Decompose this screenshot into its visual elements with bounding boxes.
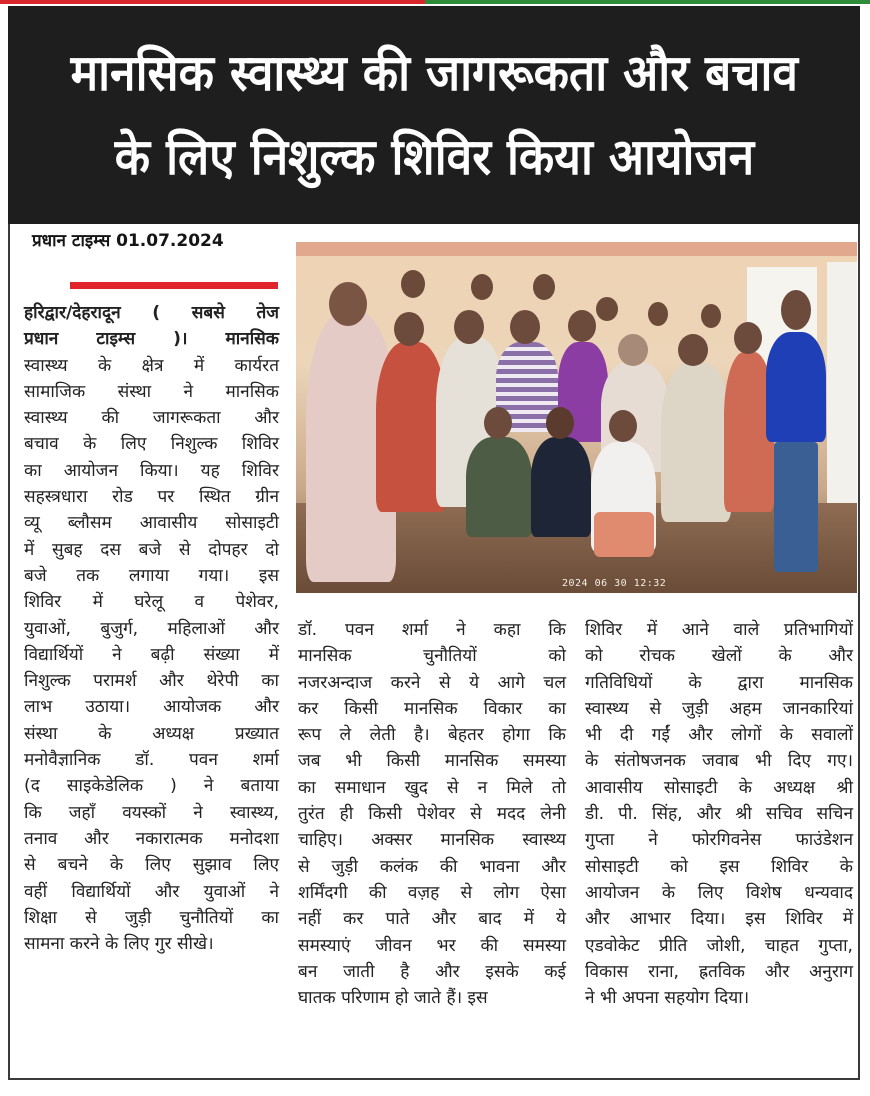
article-line: स्वास्थ्य के क्षेत्र में कार्यरत <box>24 355 279 376</box>
article-line: सहस्त्रधारा रोड पर स्थित ग्रीन <box>24 487 279 508</box>
article-line: बन जाती है और इसके कई <box>298 961 566 982</box>
article-line: तनाव और नकारात्मक मनोदशा <box>24 828 279 849</box>
article-line: भी दी गईं और लोगों के सवालों <box>585 725 853 746</box>
article-line: बजे तक लगाया गया। इस <box>24 565 279 586</box>
dateline: प्रधान टाइम्स 01.07.2024 <box>32 231 224 251</box>
article-line: से बचने के लिए सुझाव लिए <box>24 855 279 876</box>
article-line: नहीं कर पाते और बाद में ये <box>298 909 566 930</box>
person-navy-sweatshirt <box>531 437 591 537</box>
person-head <box>781 290 811 330</box>
photo-ceiling <box>296 242 857 256</box>
article-column-middle <box>298 617 566 1011</box>
article-line: को रोचक खेलों के और <box>585 646 853 667</box>
person-shawl <box>661 362 731 522</box>
article-line: मानसिक चुनौतियों को <box>298 646 566 667</box>
person-coral-pants <box>594 512 654 557</box>
article-column-left <box>24 300 279 957</box>
headline-line-1: मानसिक स्वास्थ्य की जागरूकता और बचाव <box>70 44 798 102</box>
article-line: कर किसी मानसिक विकार का <box>298 698 566 719</box>
article-line: सोसाइटी को इस शिविर के <box>585 856 853 877</box>
person-head <box>484 407 512 439</box>
person-head <box>648 302 668 326</box>
article-line: लाभ उठाया। आयोजक और <box>24 697 279 718</box>
red-accent-bar <box>70 282 278 289</box>
person-blue-tshirt <box>766 332 826 442</box>
article-line: युवाओं, बुजुर्ग, महिलाओं और <box>24 618 279 639</box>
article-line: डॉ. पवन शर्मा ने कहा कि <box>298 620 566 640</box>
article-line: सामना करने के लिए गुर सीखे। <box>24 934 214 955</box>
person-head <box>394 312 424 346</box>
article-line: विद्यार्थियों ने बढ़ी संख्या में <box>24 644 279 665</box>
article-line: एडवोकेट प्रीति जोशी, चाहत गुप्ता, <box>585 935 853 956</box>
person-head <box>533 274 555 300</box>
person-jeans <box>774 442 818 572</box>
article-line: शर्मिंदगी की वज़ह से लोग ऐसा <box>298 882 566 903</box>
person-head <box>510 310 540 344</box>
article-line: विकास राना, ह्रतविक और अनुराग <box>585 961 853 982</box>
article-line: गुप्ता ने फोरगिवनेस फाउंडेशन <box>585 830 853 851</box>
person-head <box>329 282 367 326</box>
article-line: नजरअन्दाज करने से ये आगे चल <box>298 672 566 693</box>
person-head <box>734 322 762 354</box>
article-line: स्वास्थ्य से जुड़ी अहम जानकारियां <box>585 698 853 719</box>
person-head <box>701 304 721 328</box>
article-line: का आयोजन किया। यह शिविर <box>24 460 279 481</box>
article-line: शिविर में आने वाले प्रतिभागियों <box>585 620 853 640</box>
article-line: हरिद्वार/देहरादून ( सबसे तेज <box>24 303 279 323</box>
person-head <box>401 270 425 298</box>
article-line: से जुड़ी कलंक की भावना और <box>298 856 566 877</box>
article-line: शिक्षा से जुड़ी चुनौतियों का <box>24 907 279 928</box>
article-line: तुरंत ही किसी पेशेवर से मदद लेनी <box>298 804 566 825</box>
article-line: सामाजिक संस्था ने मानसिक <box>24 381 279 402</box>
stripe-red <box>0 0 425 4</box>
article-line: चाहिए। अक्सर मानसिक स्वास्थ्य <box>298 830 566 851</box>
person-head <box>471 274 493 300</box>
article-line: आवासीय सोसाइटी के अध्यक्ष श्री <box>585 777 853 798</box>
person-head <box>609 410 637 442</box>
article-line: ने भी अपना सहयोग दिया। <box>585 988 750 1009</box>
person-head <box>618 334 648 366</box>
article-line: और आभार दिया। इस शिविर में <box>585 909 853 930</box>
article-line: वहीं विद्यार्थियों और युवाओं ने <box>24 881 279 902</box>
article-line: समस्याएं जीवन भर की समस्या <box>298 935 566 956</box>
article-line: (द साइकेडेलिक ) ने बताया <box>24 776 279 797</box>
article-line: शिविर में घरेलू व पेशेवर, <box>24 592 279 613</box>
person-head <box>596 297 618 321</box>
article-line: बचाव के लिए निशुल्क शिविर <box>24 434 279 455</box>
article-line: संस्था के अध्यक्ष प्रख्यात <box>24 723 279 744</box>
article-line: जब भी किसी मानसिक समस्या <box>298 751 566 772</box>
person-green-top <box>466 437 532 537</box>
article-line: निशुल्क परामर्श और थेरेपी का <box>24 671 279 692</box>
article-line: में सुबह दस बजे से दोपहर दो <box>24 539 279 560</box>
person-head <box>454 310 484 344</box>
article-line: रूप ले लेती है। बेहतर होगा कि <box>298 725 566 746</box>
person-head <box>568 310 596 342</box>
group-photo <box>296 242 857 593</box>
person-head <box>678 334 708 366</box>
article-line: आयोजन के लिए विशेष धन्यवाद <box>585 882 853 903</box>
stripe-green <box>425 0 870 4</box>
article-line: व्यू ब्लौसम आवासीय सोसाइटी <box>24 513 279 534</box>
top-color-stripe <box>0 0 870 4</box>
headline-box <box>8 6 860 224</box>
article-line: के संतोषजनक जवाब भी दिए गए। <box>585 751 853 772</box>
headline-line-2: के लिए निशुल्क शिविर किया आयोजन <box>114 128 754 186</box>
article-line: घातक परिणाम हो जाते हैं। इस <box>298 988 488 1009</box>
article-line: डी. पी. सिंह, और श्री सचिव सचिन <box>585 804 853 825</box>
article-line: कि जहाँ वयस्कों ने स्वास्थ्य, <box>24 802 279 823</box>
article-line: मनोवैज्ञानिक डॉ. पवन शर्मा <box>24 750 279 771</box>
article-line: का समाधान खुद से न मिले तो <box>298 777 566 798</box>
article-column-right <box>585 617 853 1011</box>
photo-timestamp: 2024 06 30 12:32 <box>562 578 667 589</box>
article-line: प्रधान टाइम्स )। मानसिक <box>24 329 279 350</box>
article-line: गतिविधियों के द्वारा मानसिक <box>585 672 853 693</box>
article-line: स्वास्थ्य की जागरूकता और <box>24 408 279 429</box>
person-head <box>546 407 574 439</box>
